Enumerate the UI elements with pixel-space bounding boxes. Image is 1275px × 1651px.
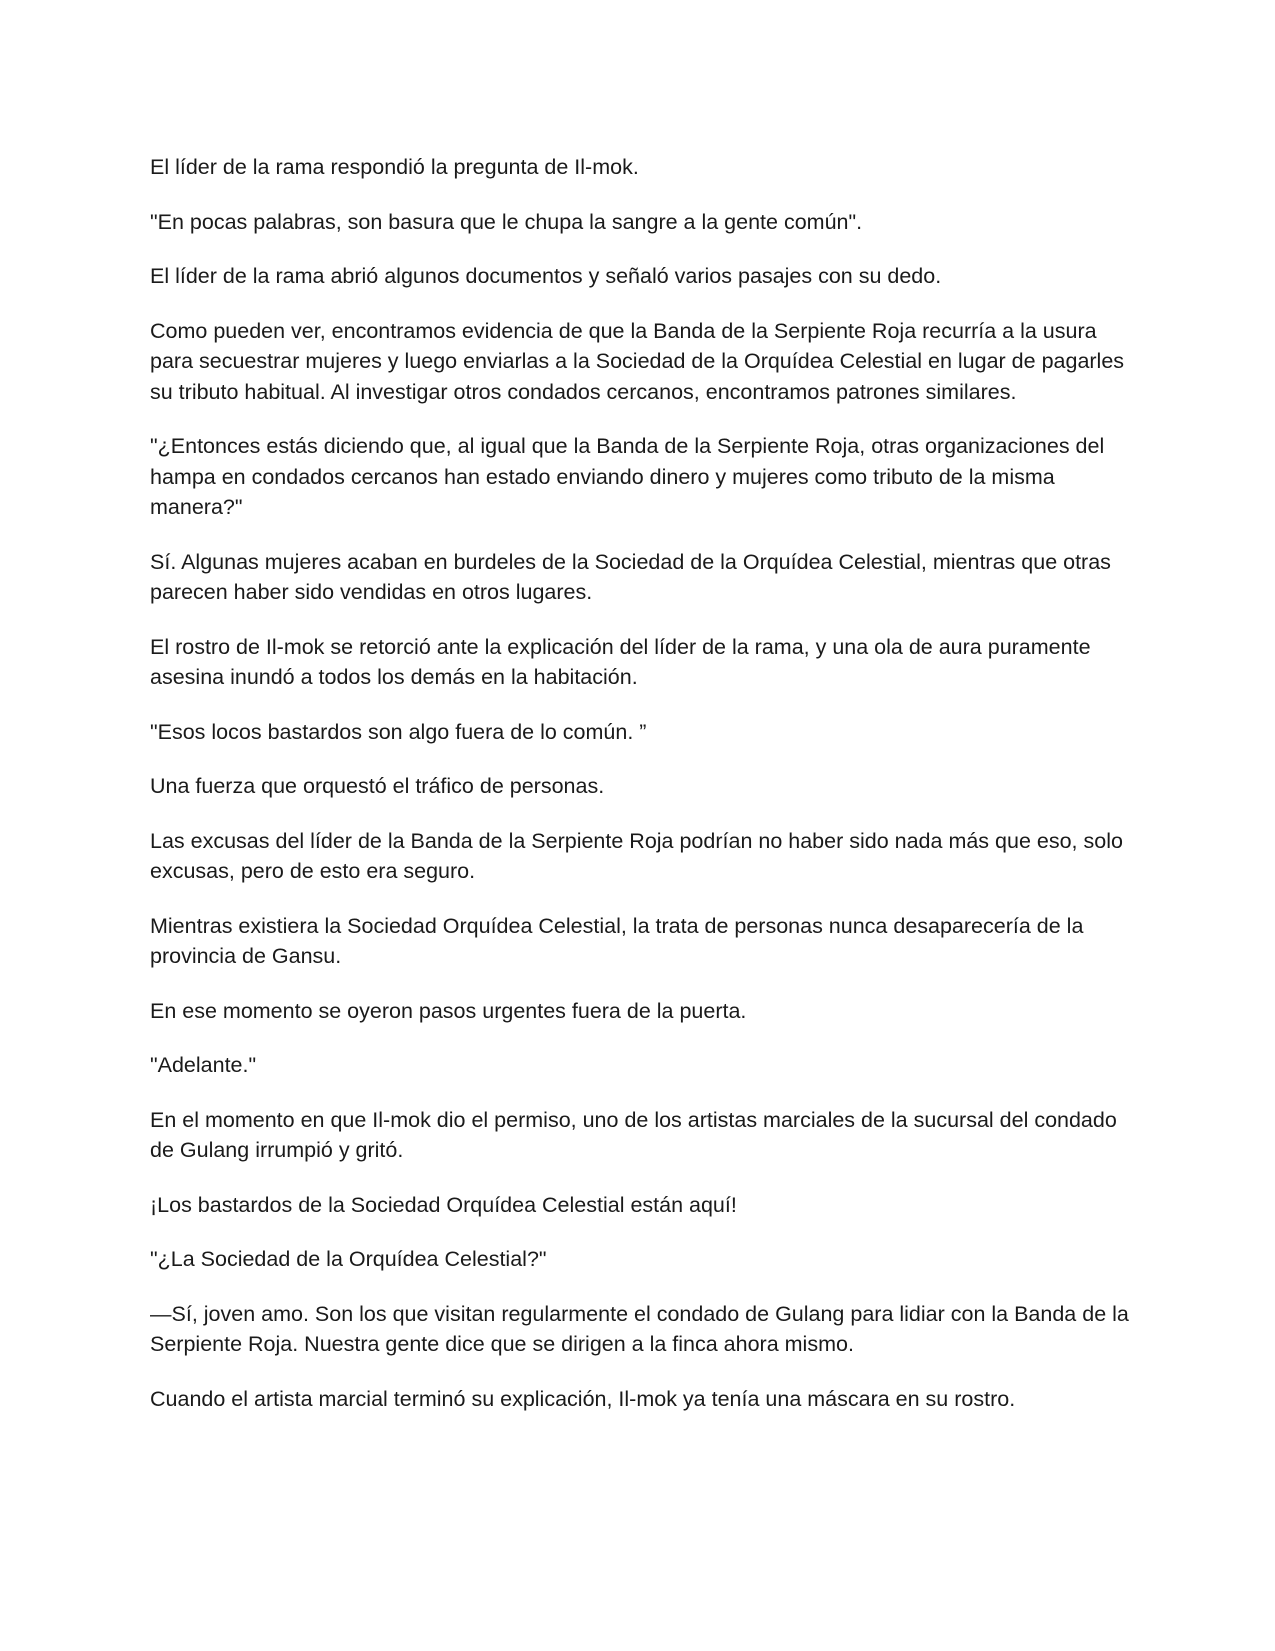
paragraph: El líder de la rama abrió algunos documentos y señaló varios pasajes con su dedo. — [150, 264, 942, 288]
paragraph: "En pocas palabras, son basura que le chupa la sangre a la gente común". — [150, 209, 863, 234]
paragraph: Una fuerza que orquestó el tráfico de personas. — [150, 774, 605, 798]
paragraph: Como pueden ver, encontramos evidencia de que la Banda de la Serpiente Roja recurría a la usura para secuestrar mujeres y luego enviarlas a la Sociedad de la Orquídea Celestial en lugar de pagarles su tributo habitual. Al investigar otros condados cercanos, encontramos patrones similares. — [150, 318, 1125, 404]
paragraph: "Esos locos bastardos son algo fuera de lo común. ” — [150, 719, 647, 744]
paragraph: Cuando el artista marcial terminó su explicación, Il-mok ya tenía una máscara en su rostro. — [150, 1386, 1016, 1411]
paragraph: "¿La Sociedad de la Orquídea Celestial?" — [150, 1247, 547, 1271]
paragraph: ¡Los bastardos de la Sociedad Orquídea Celestial están aquí! — [150, 1192, 737, 1217]
paragraph: En ese momento se oyeron pasos urgentes fuera de la puerta. — [150, 998, 747, 1023]
paragraph: El rostro de Il-mok se retorció ante la explicación del líder de la rama, y una ola de aura puramente asesina inundó a todos los demás en la habitación. — [150, 634, 1091, 689]
paragraph: En el momento en que Il-mok dio el permiso, uno de los artistas marciales de la sucursal del condado de Gulang irrumpió y gritó. — [150, 1107, 1117, 1162]
paragraph: "Adelante." — [150, 1053, 257, 1077]
paragraph: "¿Entonces estás diciendo que, al igual que la Banda de la Serpiente Roja, otras organizaciones del hampa en condados cercanos han estado enviando dinero y mujeres como tributo de la misma manera?" — [150, 434, 1105, 519]
document-body — [150, 152, 1130, 1438]
paragraph: Sí. Algunas mujeres acaban en burdeles de la Sociedad de la Orquídea Celestial, mientras que otras parecen haber sido vendidas en otros lugares. — [150, 549, 1111, 604]
paragraph: —Sí, joven amo. Son los que visitan regularmente el condado de Gulang para lidiar con la Banda de la Serpiente Roja. Nuestra gente dice que se dirigen a la finca ahora mismo. — [150, 1301, 1129, 1356]
paragraph: El líder de la rama respondió la pregunta de Il-mok. — [150, 155, 639, 179]
paragraph: Mientras existiera la Sociedad Orquídea Celestial, la trata de personas nunca desaparecería de la provincia de Gansu. — [150, 913, 1084, 968]
paragraph: Las excusas del líder de la Banda de la Serpiente Roja podrían no haber sido nada más que eso, solo excusas, pero de esto era seguro. — [150, 828, 1123, 883]
